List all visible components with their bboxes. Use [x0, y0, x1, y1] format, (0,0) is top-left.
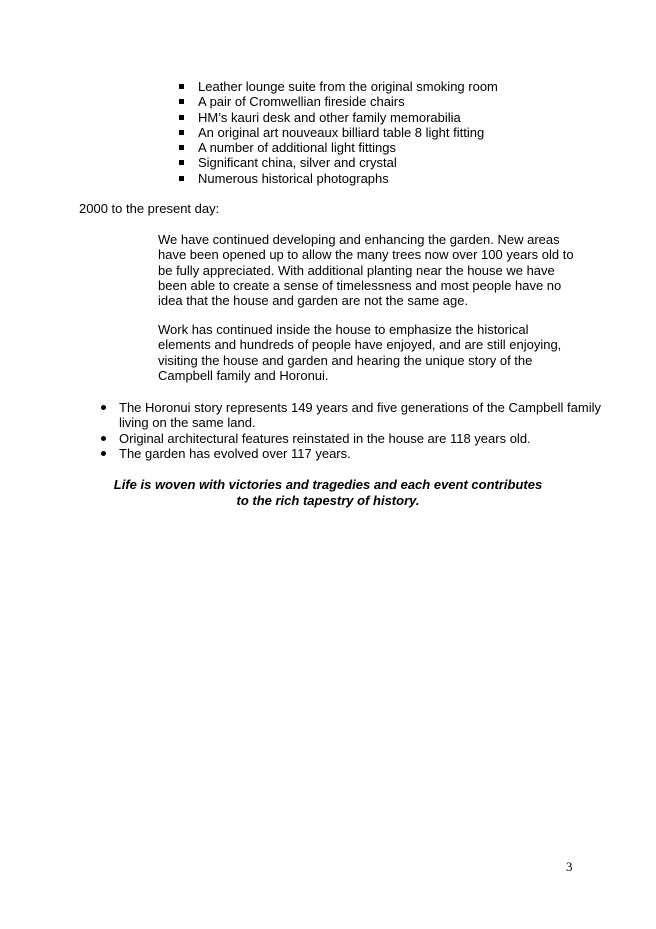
- list-item: [99, 431, 609, 446]
- list-item-text: HM’s kauri desk and other family memorabilia: [198, 109, 461, 125]
- list-item-text: Original architectural features reinstated in the house are 118 years old.: [119, 430, 531, 446]
- list-item-text: The Horonui story represents 149 years and five generations of the Campbell family living on the same land.: [119, 400, 601, 431]
- round-bullet-icon: [101, 451, 106, 456]
- list-item-text: Numerous historical photographs: [198, 170, 389, 186]
- list-item: [176, 140, 498, 155]
- list-item: [99, 446, 609, 461]
- list-item-text: Leather lounge suite from the original smoking room: [198, 79, 498, 94]
- list-item-text: A number of additional light fittings: [198, 140, 397, 156]
- facts-list: [99, 400, 609, 461]
- list-item-text: The garden has evolved over 117 years.: [119, 445, 351, 461]
- page-number: 3: [566, 859, 573, 874]
- square-bullet-icon: [179, 115, 184, 120]
- closing-quote-line-1: Life is woven with victories and tragedies and each event contributes: [113, 477, 543, 492]
- list-item: [176, 171, 498, 186]
- square-bullet-icon: [179, 99, 184, 104]
- paragraph-garden: We have continued developing and enhancing the garden. New areas have been opened up to allow the many trees now over 100 years old to be fully appreciated. With additional planting near the house we have been able to create a sense of timelessness and most people have no idea that the house and garden are not the same age.: [158, 232, 574, 309]
- list-item-text: Significant china, silver and crystal: [198, 155, 397, 171]
- list-item: [176, 125, 498, 140]
- square-bullet-icon: [179, 176, 184, 181]
- square-bullet-icon: [179, 130, 184, 135]
- round-bullet-icon: [101, 436, 106, 441]
- closing-quote: [0, 477, 656, 508]
- list-item: [99, 400, 609, 431]
- round-bullet-icon: [101, 405, 106, 410]
- paragraph-house: Work has continued inside the house to emphasize the historical elements and hundreds of people have enjoyed, and are still enjoying, visiting the house and garden and hearing the unique story of the Campbell family and Horonui.: [158, 322, 562, 383]
- list-item: [176, 110, 498, 125]
- section-heading: 2000 to the present day:: [79, 201, 220, 216]
- list-item-text: A pair of Cromwellian fireside chairs: [198, 94, 405, 110]
- list-item: [176, 94, 498, 109]
- closing-quote-line-2: to the rich tapestry of history.: [236, 492, 420, 508]
- square-bullet-icon: [179, 160, 184, 165]
- list-item: [176, 155, 498, 170]
- list-item-text: An original art nouveaux billiard table 8 light fitting: [198, 124, 485, 140]
- memorabilia-list: [176, 79, 498, 186]
- list-item: [176, 79, 498, 94]
- square-bullet-icon: [179, 145, 184, 150]
- square-bullet-icon: [179, 84, 184, 89]
